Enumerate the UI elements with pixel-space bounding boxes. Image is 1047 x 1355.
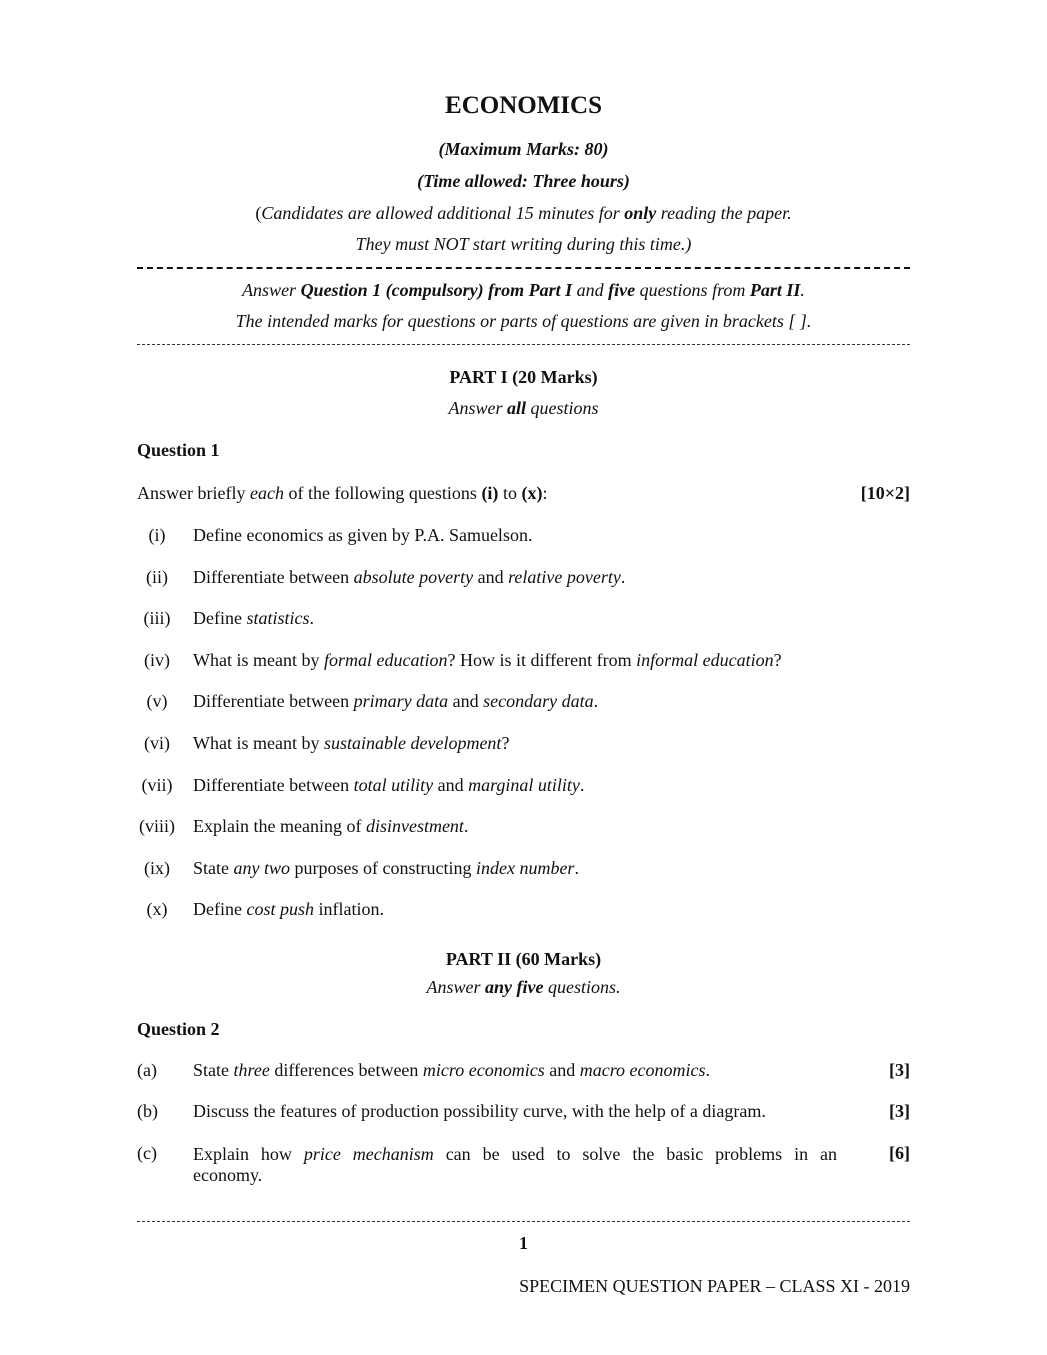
item-text: What is meant by formal education? How is it different from informal education? — [193, 649, 782, 670]
question-1-label: Question 1 — [137, 440, 220, 460]
item-number: (iv) — [144, 649, 170, 670]
question-1-item — [137, 775, 837, 799]
question-2-label: Question 2 — [137, 1019, 220, 1039]
reading-time-note-line2: They must NOT start writing during this time.) — [355, 234, 692, 254]
item-number: (vi) — [144, 733, 170, 753]
item-number: (ii) — [146, 566, 168, 587]
paper-title: ECONOMICS — [445, 92, 602, 119]
item-text: Differentiate between primary data and secondary data. — [193, 691, 599, 712]
item-text: State three differences between micro economics and macro economics. — [193, 1060, 711, 1080]
item-marks: [3] — [889, 1101, 910, 1121]
item-text: Define statistics. — [193, 608, 314, 629]
instructions-line1: Answer Question 1 (compulsory) from Part I and five questions from Part II. — [242, 280, 805, 300]
item-text: Explain how price mechanism can be used to solve the basic problems in an — [193, 1144, 837, 1164]
item-text: Discuss the features of production possibility curve, with the help of a diagram. — [193, 1101, 766, 1121]
page-number: 1 — [519, 1233, 528, 1253]
question-1-item — [137, 691, 837, 715]
item-number: (ix) — [144, 857, 170, 878]
part1-subheading: Answer all questions — [448, 398, 599, 418]
item-number: (iii) — [143, 608, 171, 629]
item-text: Explain the meaning of disinvestment. — [193, 816, 469, 837]
item-text: What is meant by sustainable development? — [193, 733, 510, 753]
question-2-item — [137, 1143, 837, 1185]
question-1-item — [137, 567, 837, 591]
item-number: (v) — [146, 691, 168, 712]
item-text: State any two purposes of constructing index number. — [193, 857, 579, 878]
item-letter: (a) — [137, 1060, 157, 1080]
reading-time-note-line1: (Candidates are allowed additional 15 minutes for only reading the paper. — [255, 203, 792, 223]
divider — [137, 1221, 910, 1222]
item-text: Define cost push inflation. — [193, 899, 384, 920]
part2-heading: PART II (60 Marks) — [445, 949, 602, 969]
item-marks: [3] — [889, 1060, 910, 1080]
item-letter: (c) — [137, 1143, 157, 1163]
item-number: (vii) — [141, 774, 173, 795]
item-text: Differentiate between total utility and marginal utility. — [193, 774, 585, 795]
question-1-item — [137, 525, 837, 549]
question-1-item — [137, 816, 837, 840]
footer-text: SPECIMEN QUESTION PAPER – CLASS XI - 2019 — [519, 1276, 910, 1296]
divider — [137, 344, 910, 345]
question-1-item — [137, 858, 837, 882]
question-1-item — [137, 608, 837, 632]
item-number: (x) — [146, 899, 168, 920]
part1-heading: PART I (20 Marks) — [449, 367, 598, 387]
item-number: (viii) — [139, 816, 175, 837]
instructions-line2: The intended marks for questions or parts of questions are given in brackets [ ]. — [235, 311, 812, 331]
question-1-item — [137, 899, 837, 923]
item-text-continued: economy. — [193, 1165, 263, 1185]
item-letter: (b) — [137, 1101, 158, 1121]
question-1-item — [137, 733, 837, 757]
maximum-marks: (Maximum Marks: 80) — [438, 139, 609, 159]
question-2-item — [137, 1101, 837, 1125]
part2-subheading: Answer any five questions. — [426, 977, 621, 997]
item-text: Define economics as given by P.A. Samuelson. — [193, 525, 533, 545]
item-marks: [6] — [889, 1143, 910, 1163]
question-1-marks: [10×2] — [860, 483, 910, 503]
question-1-item — [137, 650, 837, 674]
divider — [137, 267, 910, 269]
item-text: Differentiate between absolute poverty and relative poverty. — [193, 566, 626, 587]
question-1-intro: Answer briefly each of the following questions (i) to (x): — [137, 483, 548, 503]
item-number: (i) — [148, 525, 166, 545]
time-allowed: (Time allowed: Three hours) — [417, 171, 630, 191]
question-2-item — [137, 1060, 837, 1084]
